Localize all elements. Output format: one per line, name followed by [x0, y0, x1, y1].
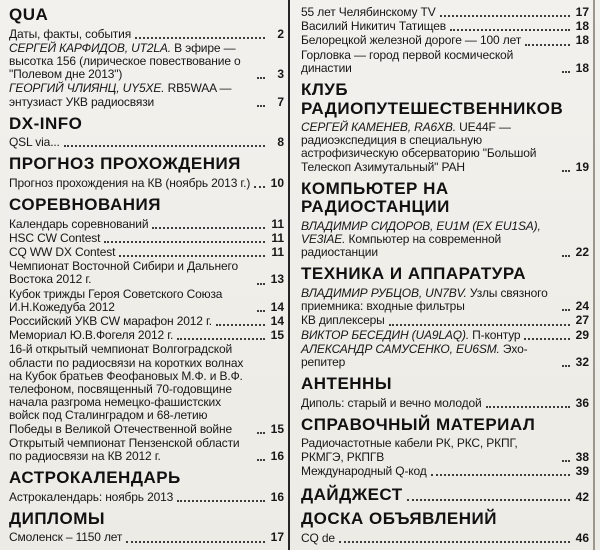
dot-leader [562, 255, 570, 257]
dot-leader [339, 541, 570, 543]
entry-author: ВЛАДИМИР СИДОРОВ, EU1M (EX EU1SA), VE3IAE. [301, 218, 541, 247]
entry-text [301, 329, 520, 342]
page-number: 8 [277, 135, 284, 150]
toc-column-right [290, 0, 593, 550]
entry-title: Василий Никитич Татищев [301, 19, 446, 34]
section-heading: КЛУБ РАДИОПУТЕШЕСТВЕННИКОВ [301, 80, 564, 118]
entry-text [9, 343, 253, 435]
entry-text [301, 397, 482, 410]
entry-text [9, 232, 100, 245]
dot-leader [257, 105, 265, 107]
entry-title: Узлы связного приемника: входные фильтры [301, 285, 548, 314]
entry-title: П-контур [469, 327, 521, 342]
section-bulletin-board [301, 510, 589, 545]
page-number: 29 [575, 327, 589, 342]
page-number: 18 [575, 19, 589, 34]
toc-entry [301, 6, 589, 19]
entry-text [9, 82, 253, 108]
entry-text [9, 136, 60, 149]
toc-entry [301, 287, 589, 313]
page-number: 14 [270, 299, 284, 314]
entry-text [9, 28, 131, 41]
entry-text [301, 465, 427, 478]
section-astro-calendar [9, 469, 284, 504]
page-number: 32 [575, 354, 589, 369]
page-number: 27 [575, 313, 589, 328]
dot-leader [440, 15, 570, 17]
dot-leader [257, 283, 265, 285]
dot-leader [119, 255, 265, 257]
dot-leader [135, 37, 265, 39]
section-digest [301, 486, 589, 505]
section-heading: DX-INFO [9, 113, 83, 133]
toc-entry [9, 531, 284, 544]
page-number: 18 [575, 33, 589, 48]
page-number: 42 [575, 490, 589, 505]
page-number: 13 [270, 272, 284, 287]
dot-leader [431, 474, 570, 476]
dot-leader [177, 500, 265, 502]
entry-author: ГЕОРГИЙ ЧЛИЯНЦ, UY5XE. [9, 81, 165, 96]
entry-text [301, 343, 558, 369]
page-number: 46 [575, 530, 589, 545]
toc-entry [301, 314, 589, 327]
section-heading: ДАЙДЖЕСТ [301, 484, 403, 504]
section-heading: ДОСКА ОБЪЯВЛЕНИЙ [301, 509, 497, 529]
entry-text [301, 314, 385, 327]
toc-entry [9, 232, 284, 245]
entry-title: Мемориал Ю.В.Фогеля 2012 г. [9, 328, 174, 343]
toc-heading-entry [301, 486, 589, 505]
dot-leader [562, 460, 570, 462]
section-heading: СПРАВОЧНЫЙ МАТЕРИАЛ [301, 414, 536, 434]
entry-author: АЛЕКСАНДР САМУСЕНКО, EU6SM. [301, 341, 500, 356]
section-dx-info [9, 115, 284, 150]
entry-title: QSL via... [9, 135, 60, 150]
page-number: 3 [277, 67, 284, 82]
entry-text [9, 288, 253, 314]
entry-title: Диполь: старый и вечно молодой [301, 395, 482, 410]
toc-entry [9, 329, 284, 342]
entry-title: Радиочастотные кабели РК, РКС, РКПГ, РКМГЭ, РКПГВ [301, 436, 518, 464]
dot-leader [104, 241, 265, 243]
entry-title: Белорецкой железной дороге — 100 лет [301, 33, 522, 48]
section-radio-travellers-club [301, 81, 589, 174]
toc-entry [301, 532, 589, 545]
section-heading: ДИПЛОМЫ [9, 508, 106, 528]
dot-leader [525, 44, 570, 46]
entry-title: CQ WW DX Contest [9, 245, 116, 260]
dot-leader [177, 338, 265, 340]
entry-text [301, 20, 446, 33]
page-number: 11 [271, 230, 284, 245]
entry-text [9, 315, 212, 328]
toc-entry [9, 491, 284, 504]
entry-text [301, 6, 436, 19]
page-number: 17 [270, 530, 284, 545]
section-heading: ПРОГНОЗ ПРОХОЖДЕНИЯ [9, 154, 241, 174]
entry-title: Чемпионат Восточной Сибири и Дальнего Востока 2012 г. [9, 259, 238, 287]
toc-entry [9, 288, 284, 314]
dot-leader [407, 499, 570, 501]
entry-title: Календарь соревнований [9, 216, 149, 231]
page-number: 14 [270, 314, 284, 329]
entry-text [9, 437, 253, 463]
entry-text [9, 177, 250, 190]
toc-column-left [0, 0, 288, 550]
page-number: 36 [575, 395, 589, 410]
toc-entry [301, 49, 589, 75]
page-number: 18 [575, 60, 589, 75]
section-reference-material [301, 416, 589, 478]
entry-title: UE44F — радиоэкспедиция в специальную астрофизическую обсерваторию "Большой Телескоп Азимутальный" РАН [301, 120, 537, 174]
entry-title: Компьютер на современной радиостанции [301, 232, 502, 260]
dot-leader [64, 145, 265, 147]
section-diplomas-continued [301, 6, 589, 75]
toc-entry [9, 28, 284, 41]
entry-author: ВЛАДИМИР РУБЦОВ, UN7BV. [301, 285, 467, 300]
entry-title: Российский УКВ CW марафон 2012 г. [9, 314, 212, 329]
dot-leader [524, 338, 570, 340]
dot-leader [216, 324, 265, 326]
page-number: 15 [270, 328, 284, 343]
dot-leader [126, 541, 265, 543]
toc-entry [9, 343, 284, 435]
page-number: 38 [575, 449, 589, 464]
dot-leader [254, 186, 265, 188]
entry-title: КВ диплексеры [301, 313, 385, 328]
section-heading: ТЕХНИКА И АППАРАТУРА [301, 264, 526, 284]
toc-entry [301, 220, 589, 260]
page-edge-spacer [595, 0, 600, 550]
toc-entry [9, 136, 284, 149]
dot-leader [486, 406, 570, 408]
entry-title: Смоленск – 1150 лет [9, 530, 123, 545]
entry-text [9, 531, 122, 544]
section-heading: КОМПЬЮТЕР НА РАДИОСТАНЦИИ [301, 178, 450, 217]
section-qua [9, 6, 284, 109]
entry-text [9, 246, 115, 259]
toc-entry [301, 34, 589, 47]
section-heading: АСТРОКАЛЕНДАРЬ [9, 468, 181, 488]
page-number: 10 [270, 175, 284, 190]
section-propagation [9, 155, 284, 190]
section-contests [9, 196, 284, 463]
toc-entry [9, 42, 284, 82]
toc-entry [9, 246, 284, 259]
page-number: 11 [271, 216, 284, 231]
entry-text [301, 437, 558, 463]
page-number: 16 [270, 489, 284, 504]
section-computer-at-station [301, 180, 589, 260]
entry-text [301, 532, 335, 545]
entry-title: 55 лет Челябинскому TV [301, 5, 436, 19]
dot-leader [257, 310, 265, 312]
dot-leader [562, 170, 570, 172]
page-number: 19 [575, 159, 589, 174]
dot-leader [152, 227, 265, 229]
page-number: 15 [270, 421, 284, 436]
entry-title: Эхо-репитер [301, 341, 528, 369]
page-number: 7 [277, 94, 284, 109]
toc-entry [9, 315, 284, 328]
entry-text [301, 121, 558, 174]
toc-entry [9, 218, 284, 231]
page-number: 24 [575, 299, 589, 314]
toc-entry [301, 343, 589, 369]
section-heading: АНТЕННЫ [301, 374, 392, 394]
entry-title: Международный Q-код [301, 463, 427, 478]
entry-title: 16-й открытый чемпионат Волгоградской области по радиосвязи на коротких волнах на Кубок братьев Феофановых М.Ф. и В.Ф. телефоном, посвященный 70-годовщине начала разгрома немецко-фашистских войск под Сталинградом и 68-летию Победы в Великой Отечественной войне [9, 342, 244, 436]
entry-text [9, 491, 173, 504]
dot-leader [257, 432, 265, 434]
page-number: 2 [277, 26, 284, 41]
dot-leader [562, 365, 570, 367]
section-antennas [301, 375, 589, 410]
toc-entry [301, 121, 589, 174]
page-number: 16 [270, 449, 284, 464]
entry-author: СЕРГЕЙ КАМЕНЕВ, RA6XB. [301, 120, 456, 135]
entry-author: СЕРГЕЙ КАРФИДОВ, UT2LA. [9, 40, 171, 55]
toc-entry [9, 177, 284, 190]
toc-entry [9, 437, 284, 463]
entry-title: В эфире — высотка 156 (лирическое повествование о "Полевом дне 2013") [9, 40, 241, 82]
entry-text [9, 260, 253, 286]
section-technics-and-apparatus [301, 265, 589, 369]
entry-title: Горловка — город первой космической династии [301, 47, 514, 75]
section-heading: QUA [9, 5, 49, 24]
dot-leader [257, 459, 265, 461]
dot-leader [389, 324, 570, 326]
dot-leader [562, 71, 570, 73]
entry-title: Даты, факты, события [9, 26, 132, 41]
entry-title: Прогноз прохождения на КВ (ноябрь 2013 г.) [9, 175, 251, 190]
entry-author: ВИКТОР БЕСЕДИН (UA9LAQ). [301, 327, 469, 342]
dot-leader [257, 77, 265, 79]
entry-title: CQ de [301, 530, 335, 545]
entry-text [9, 42, 253, 82]
page-number: 17 [575, 5, 589, 19]
entry-title: Астрокалендарь: ноябрь 2013 [9, 489, 174, 504]
page-number: 22 [575, 245, 589, 260]
toc-entry [9, 260, 284, 286]
entry-text [301, 220, 558, 260]
dot-leader [450, 29, 570, 31]
toc-entry [9, 82, 284, 108]
entry-text [9, 329, 173, 342]
toc-entry [301, 465, 589, 478]
entry-text [301, 49, 558, 75]
toc-entry [301, 329, 589, 342]
page-number: 39 [575, 463, 589, 478]
section-heading: СОРЕВНОВАНИЯ [9, 195, 161, 215]
entry-title: Открытый чемпионат Пензенской области по радиосвязи на КВ 2012 г. [9, 435, 240, 464]
page-number: 11 [271, 245, 284, 260]
entry-title: HSC CW Contest [9, 230, 101, 245]
entry-text [301, 34, 521, 47]
entry-text [9, 218, 148, 231]
toc-entry [301, 437, 589, 463]
toc-entry [301, 20, 589, 33]
toc-entry [301, 397, 589, 410]
entry-title: Кубок трижды Героя Советского Союза И.Н.Кожедуба 2012 [9, 286, 223, 314]
dot-leader [562, 309, 570, 311]
entry-text [301, 287, 558, 313]
section-diplomas [9, 510, 284, 545]
entry-title: RB5WAA — энтузиаст УКВ радиосвязи [9, 81, 232, 109]
